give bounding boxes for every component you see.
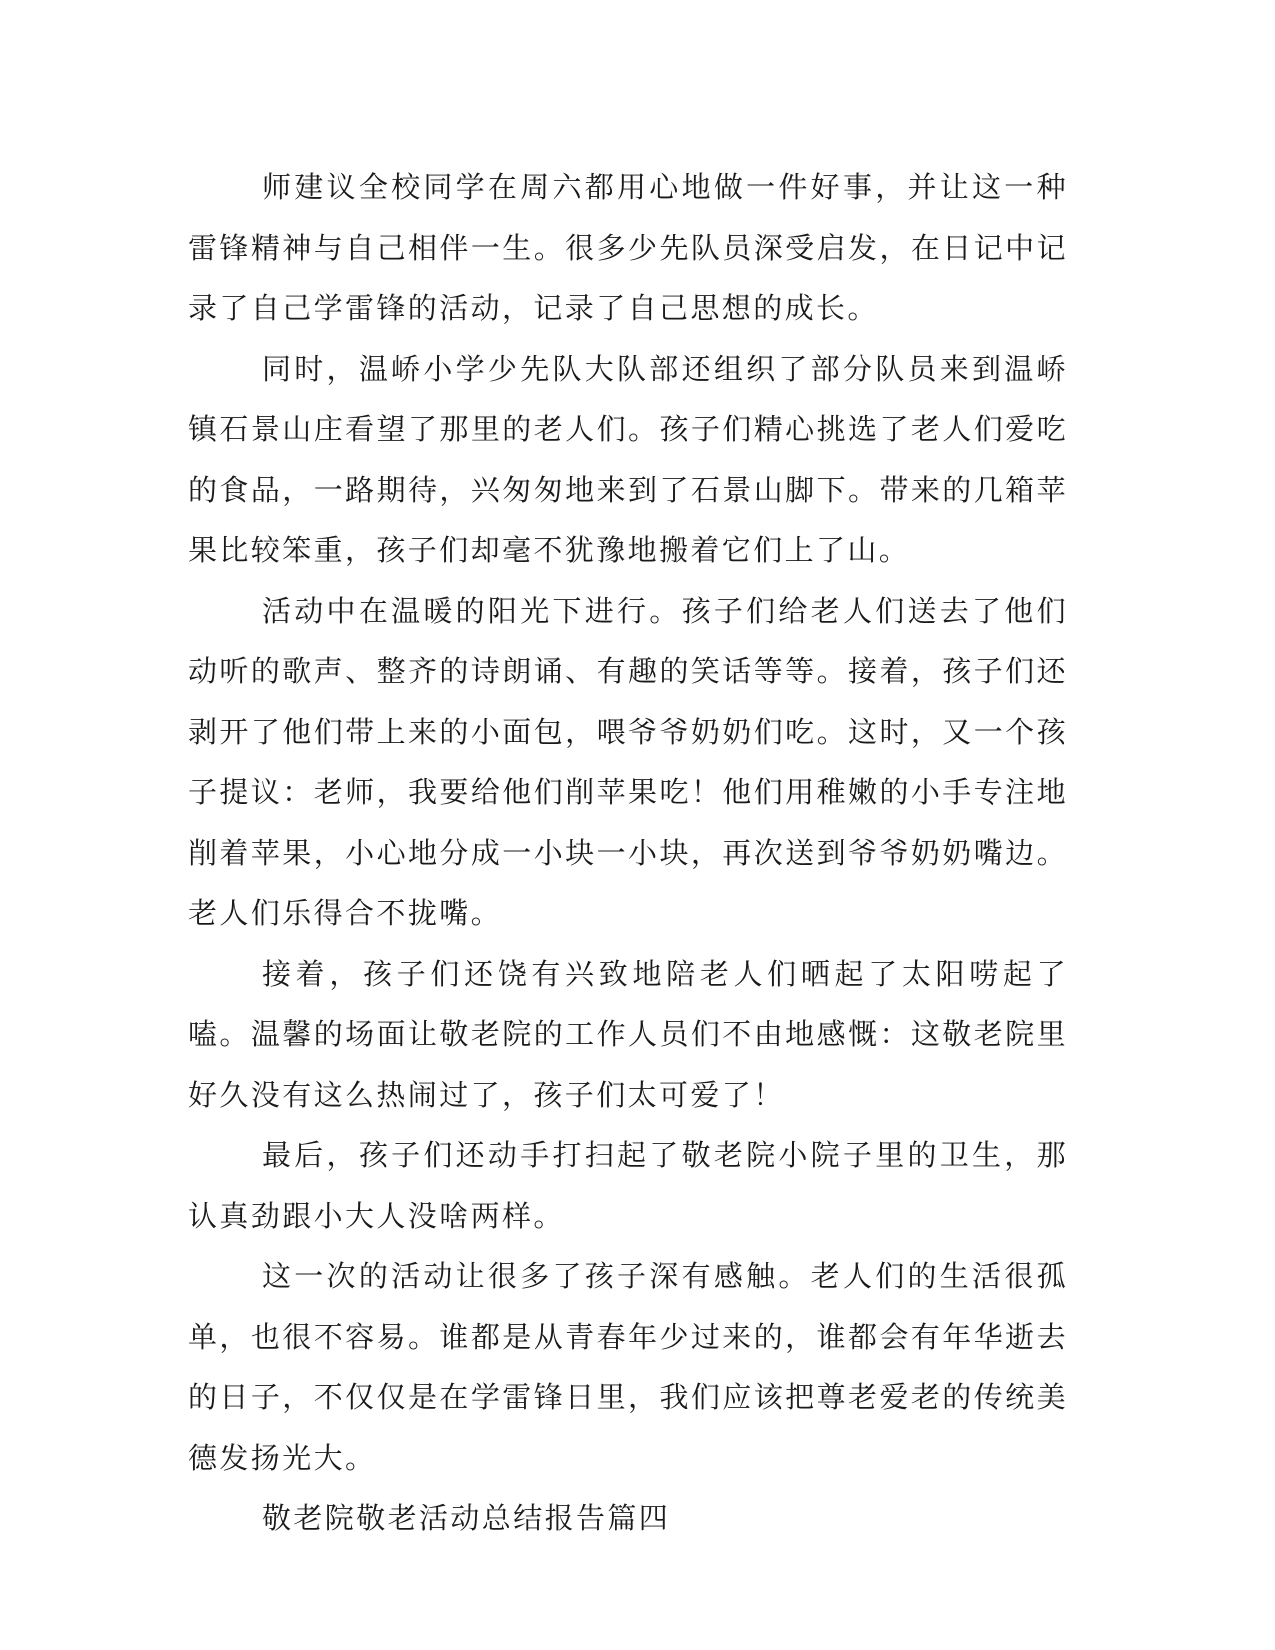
paragraph-2: 同时，温峤小学少先队大队部还组织了部分队员来到温峤镇石景山庄看望了那里的老人们。孩子们精心挑选了老人们爱吃的食品，一路期待，兴匆匆地来到了石景山脚下。带来的几箱苹果比较笨重，孩子们却毫不犹豫地搬着它们上了山。 bbox=[188, 351, 1068, 567]
paragraph-1: 师建议全校同学在周六都用心地做一件好事，并让这一种雷锋精神与自己相伴一生。很多少先队员深受启发，在日记中记录了自己学雷锋的活动，记录了自己思想的成长。 bbox=[188, 170, 1068, 325]
paragraph-5: 最后，孩子们还动手打扫起了敬老院小院子里的卫生，那认真劲跟小大人没啥两样。 bbox=[188, 1138, 1068, 1233]
paragraph-3: 活动中在温暖的阳光下进行。孩子们给老人们送去了他们动听的歌声、整齐的诗朗诵、有趣的笑话等等。接着，孩子们还剥开了他们带上来的小面包，喂爷爷奶奶们吃。这时，又一个孩子提议：老师，我要给他们削苹果吃！他们用稚嫩的小手专注地削着苹果，小心地分成一小块一小块，再次送到爷爷奶奶嘴边。老人们乐得合不拢嘴。 bbox=[188, 593, 1068, 930]
section-heading: 敬老院敬老活动总结报告篇四 bbox=[262, 1501, 671, 1535]
paragraph-6: 这一次的活动让很多了孩子深有感触。老人们的生活很孤单，也很不容易。谁都是从青春年少过来的，谁都会有年华逝去的日子，不仅仅是在学雷锋日里，我们应该把尊老爱老的传统美德发扬光大。 bbox=[188, 1259, 1068, 1475]
paragraph-4: 接着，孩子们还饶有兴致地陪老人们晒起了太阳唠起了嗑。温馨的场面让敬老院的工作人员们不由地感慨：这敬老院里好久没有这么热闹过了，孩子们太可爱了！ bbox=[188, 956, 1068, 1112]
document-body bbox=[188, 157, 1068, 1549]
